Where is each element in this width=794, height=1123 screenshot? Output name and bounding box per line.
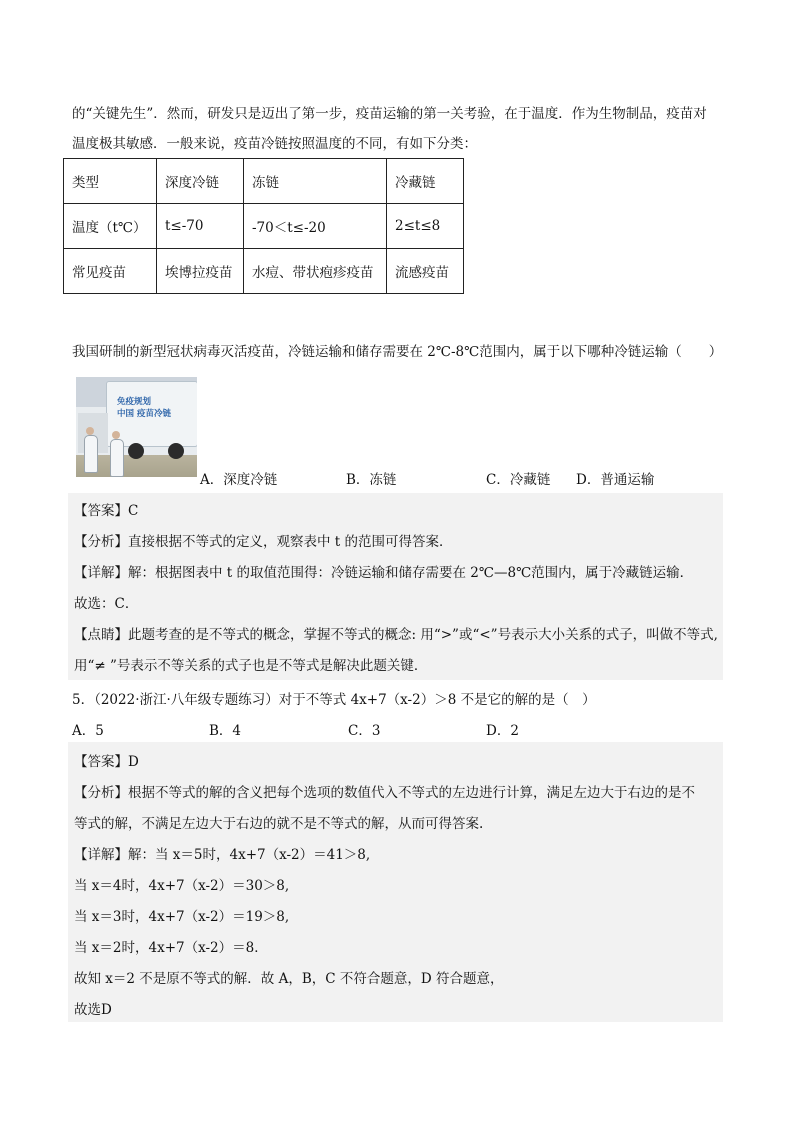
table-cell: 冻链 xyxy=(244,159,387,204)
option-a: A．5 xyxy=(72,723,104,739)
question-4-text: 我国研制的新型冠状病毒灭活疫苗，冷链运输和储存需要在 2℃-8℃范围内，属于以下哪种冷链运输（ ） xyxy=(72,344,723,360)
vaccine-truck-photo xyxy=(76,377,197,477)
table-cell: -70＜t≤-20 xyxy=(244,204,387,249)
comment-line: 用“≠ ”号表示不等关系的式子也是不等式是解决此题关键． xyxy=(74,658,428,674)
option-c: C．冷藏链 xyxy=(486,472,551,488)
question-5-text: 5．（2022·浙江·八年级专题练习）对于不等式 4x+7（x-2）＞8 不是它的解的是（ ） xyxy=(72,692,596,708)
question-5-options xyxy=(72,719,519,739)
person-head xyxy=(112,431,120,439)
question-4-options xyxy=(200,468,654,488)
table-row xyxy=(64,159,464,204)
table-cell: 流感疫苗 xyxy=(387,249,464,294)
truck-body xyxy=(106,381,197,447)
analysis-line: 等式的解，不满足左边大于右边的就不是不等式的解，从而可得答案. xyxy=(74,816,484,832)
truck-wheel xyxy=(168,443,184,459)
choice-line: 故选：C． xyxy=(74,596,139,612)
table-cell: 2≤t≤8 xyxy=(387,204,464,249)
table-cell: 冷藏链 xyxy=(387,159,464,204)
option-d: D．普通运输 xyxy=(576,472,655,488)
table-cell: 深度冷链 xyxy=(157,159,244,204)
table-row xyxy=(64,249,464,294)
conclusion-line: 故知 x＝2 不是原不等式的解．故 A，B，C 不符合题意，D 符合题意， xyxy=(74,971,504,987)
detail-line: 【详解】解：当 x＝5时，4x+7（x-2）＝41＞8, xyxy=(74,847,371,863)
option-d: D．2 xyxy=(486,723,519,739)
solution-5-panel xyxy=(68,742,723,1022)
detail-line: 当 x＝2时，4x+7（x-2）＝8． xyxy=(74,940,268,956)
choice-line: 故选D xyxy=(74,1002,112,1018)
detail-line: 当 x＝4时，4x+7（x-2）＝30＞8, xyxy=(74,878,290,894)
answer-line: 【答案】D xyxy=(74,754,139,770)
option-b: B．冻链 xyxy=(346,472,397,488)
truck-label: 免疫规划 xyxy=(117,397,152,407)
analysis-line: 【分析】根据不等式的解的含义把每个选项的数值代入不等式的左边进行计算，满足左边大于右边的是不 xyxy=(74,785,695,801)
detail-line: 【详解】解：根据图表中 t 的取值范围得：冷链运输和储存需要在 2℃—8℃范围内，属于冷藏链运输． xyxy=(74,565,694,581)
analysis-line: 【分析】直接根据不等式的定义，观察表中 t 的范围可得答案． xyxy=(74,534,453,550)
person-figure xyxy=(110,439,124,477)
option-a: A．深度冷链 xyxy=(200,472,278,488)
table-cell: 水痘、带状疱疹疫苗 xyxy=(244,249,387,294)
option-c: C．3 xyxy=(348,723,381,739)
person-figure xyxy=(84,435,98,473)
table-cell: 类型 xyxy=(64,159,157,204)
person-head xyxy=(86,427,94,435)
table-cell: t≤-70 xyxy=(157,204,244,249)
detail-line: 当 x＝3时，4x+7（x-2）＝19＞8, xyxy=(74,909,290,925)
table-cell: 常见疫苗 xyxy=(64,249,157,294)
intro-line-1: 的“关键先生”．然而，研发只是迈出了第一步，疫苗运输的第一关考验，在于温度．作为生物制品，疫苗对 xyxy=(72,106,707,122)
answer-line: 【答案】C xyxy=(74,503,139,519)
cold-chain-table xyxy=(63,158,464,294)
truck-label: 中国 疫苗冷链 xyxy=(117,409,171,419)
option-b: B．4 xyxy=(209,723,242,739)
table-cell: 埃博拉疫苗 xyxy=(157,249,244,294)
truck-wheel xyxy=(128,443,144,459)
table-row xyxy=(64,204,464,249)
intro-line-2: 温度极其敏感．一般来说，疫苗冷链按照温度的不同，有如下分类： xyxy=(72,136,477,152)
table-cell: 温度（t℃） xyxy=(64,204,157,249)
solution-4-panel xyxy=(68,493,723,680)
comment-line: 【点睛】此题考查的是不等式的概念，掌握不等式的概念: 用“>”或“<”号表示大小关系的式子，叫做不等式, xyxy=(74,627,718,643)
